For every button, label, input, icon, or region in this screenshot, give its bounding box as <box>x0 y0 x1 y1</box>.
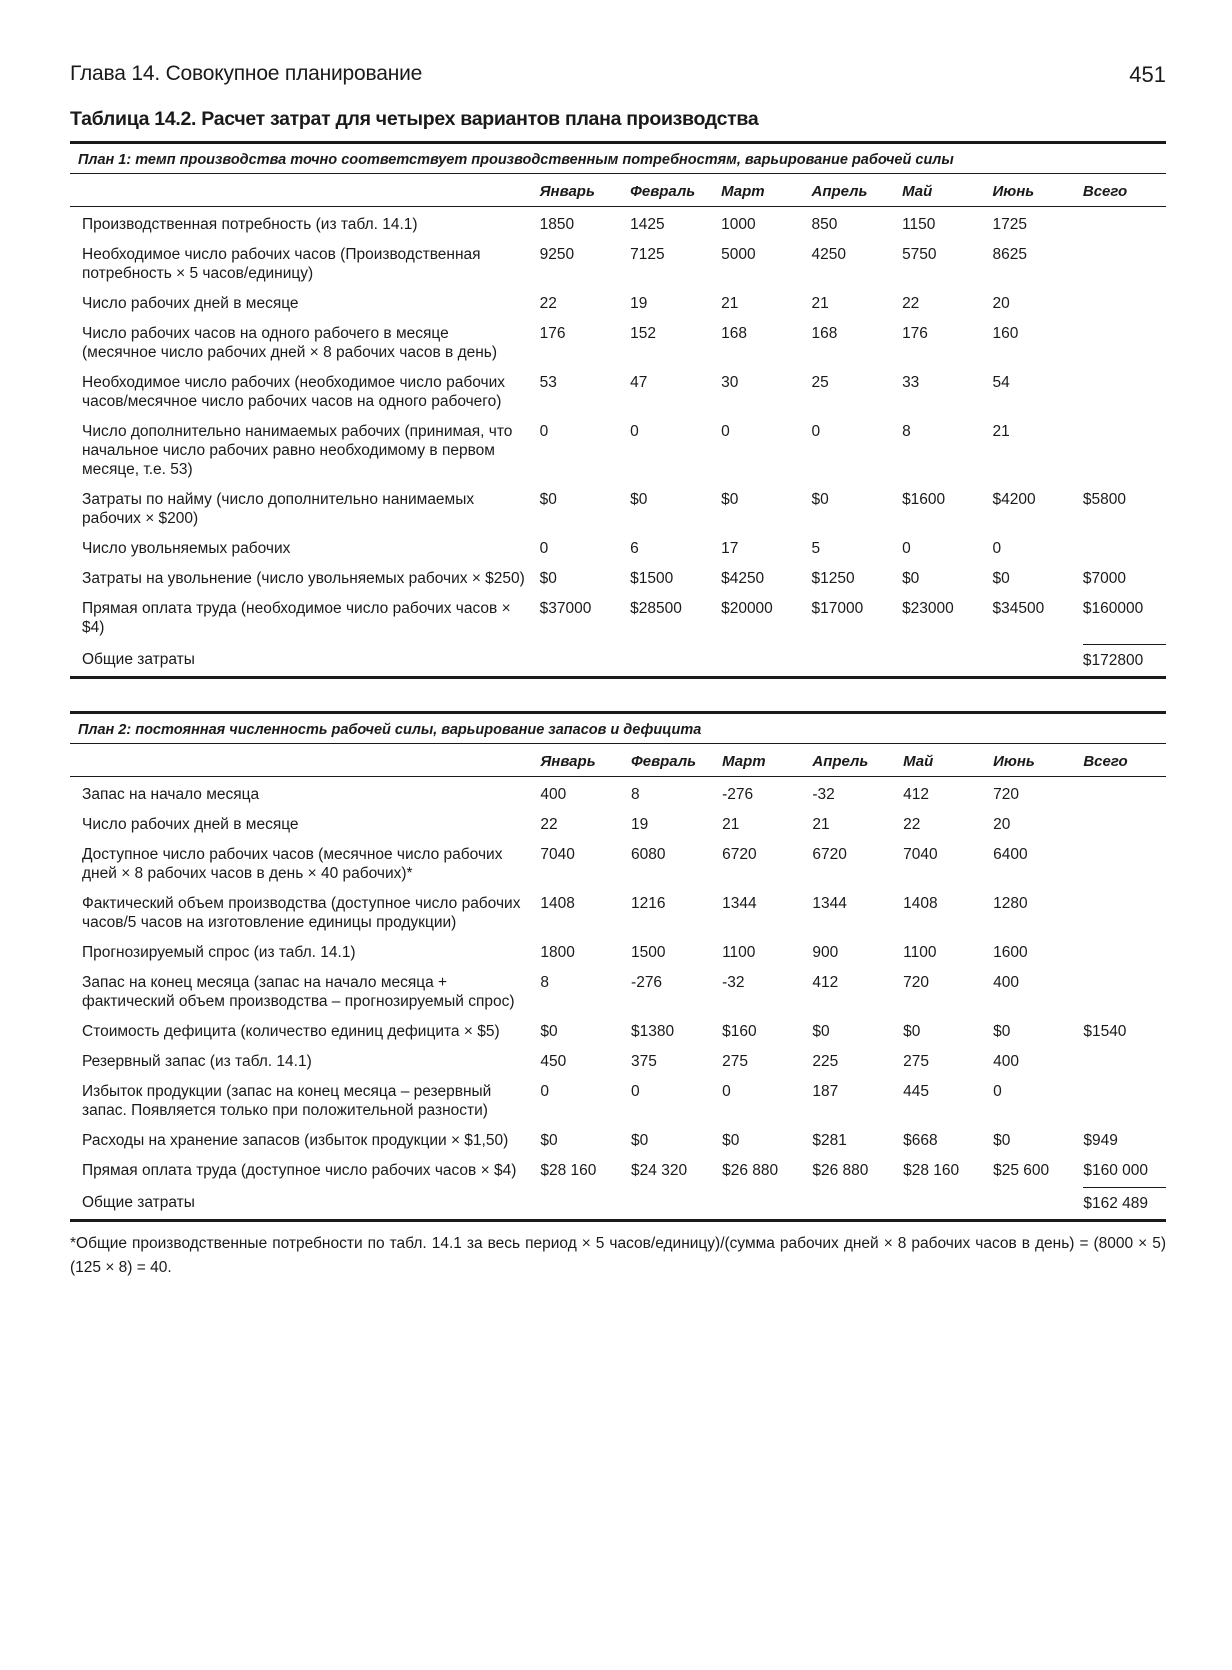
row-value-cell: 400 <box>993 1052 1019 1070</box>
row-total-cell: $1540 <box>1083 1022 1127 1040</box>
row-value-cell: 412 <box>812 973 839 991</box>
row-label: Число увольняемых рабочих <box>82 540 291 557</box>
row-value-cell: 5000 <box>721 246 756 263</box>
row-value-cell: 8 <box>540 973 549 991</box>
column-header-may: Май <box>903 744 993 777</box>
row-value-cell: 152 <box>630 325 657 342</box>
chapter-title: Глава 14. Совокупное планирование <box>70 62 423 85</box>
row-value-cell: $20000 <box>721 600 773 617</box>
row-value-cell: 1725 <box>992 216 1027 233</box>
row-value-cell: 0 <box>992 540 1002 557</box>
row-total-cell: $7000 <box>1082 570 1126 587</box>
running-header <box>70 62 1166 96</box>
row-value-cell: 22 <box>540 815 558 833</box>
row-label: Запас на конец месяца (запас на начало месяца + фактический объем производства – прогнозируемый спрос) <box>82 973 515 1010</box>
row-value-cell: 176 <box>539 325 566 342</box>
row-value-cell: 0 <box>993 1082 1002 1100</box>
column-header-may: Май <box>902 174 992 207</box>
row-value-cell: $160 <box>722 1022 757 1040</box>
row-label: Число рабочих часов на одного рабочего в месяце (месячное число рабочих дней × 8 рабочих часов в день) <box>82 325 498 361</box>
table-row <box>70 811 1166 841</box>
row-value-cell: 900 <box>812 943 839 961</box>
row-value-cell: $28500 <box>630 600 682 617</box>
row-label: Расходы на хранение запасов (избыток продукции × $1,50) <box>82 1131 509 1149</box>
column-header-mar: Март <box>722 744 812 777</box>
row-value-cell: 1216 <box>631 894 666 912</box>
row-value-cell: $0 <box>993 1131 1011 1149</box>
row-value-cell: $0 <box>992 570 1010 587</box>
row-value-cell: $281 <box>812 1131 847 1149</box>
row-total-cell <box>1083 241 1166 290</box>
row-total-cell: $5800 <box>1082 491 1126 508</box>
row-label: Число рабочих дней в месяце <box>82 815 299 833</box>
row-value-cell: 21 <box>992 423 1010 440</box>
row-total-cell <box>1083 969 1166 1018</box>
row-value-cell: $17000 <box>811 600 864 617</box>
row-value-cell: -276 <box>722 785 754 803</box>
row-value-cell: $668 <box>903 1131 938 1149</box>
row-value-cell: 21 <box>812 815 830 833</box>
row-value-cell: $23000 <box>902 600 954 617</box>
row-label: Число рабочих дней в месяце <box>82 295 299 312</box>
page-number: 451 <box>1129 62 1166 87</box>
row-value-cell: 5 <box>811 540 821 557</box>
row-value-cell: 1344 <box>812 894 847 912</box>
row-value-cell: 0 <box>811 423 821 440</box>
table-row <box>70 1078 1166 1127</box>
table-row <box>70 207 1166 242</box>
column-header-feb: Февраль <box>630 174 721 207</box>
row-value-cell: $1500 <box>630 570 674 587</box>
row-total-cell <box>1083 1048 1166 1078</box>
row-value-cell: 20 <box>993 815 1011 833</box>
row-total-cell <box>1083 939 1166 969</box>
row-label: Стоимость дефицита (количество единиц дефицита × $5) <box>82 1022 500 1040</box>
table-row <box>70 969 1166 1018</box>
row-label: Затраты по найму (число дополнительно нанимаемых рабочих × $200) <box>82 491 475 527</box>
row-value-cell: 8 <box>631 785 640 803</box>
row-total-cell <box>1083 890 1166 939</box>
row-total-cell: $160 000 <box>1083 1161 1148 1179</box>
table-row <box>70 1127 1166 1157</box>
row-value-cell: 1100 <box>722 943 756 961</box>
row-value-cell: 7040 <box>903 845 938 863</box>
row-value-cell: 1500 <box>631 943 666 961</box>
row-total-cell <box>1083 535 1166 565</box>
row-label: Прогнозируемый спрос (из табл. 14.1) <box>82 943 356 961</box>
plan-2-total-row <box>70 1187 1166 1220</box>
row-total-cell <box>1083 418 1166 486</box>
row-value-cell: 275 <box>903 1052 929 1070</box>
table-row <box>70 320 1166 369</box>
row-value-cell: $34500 <box>992 600 1045 617</box>
row-value-cell: 7040 <box>540 845 575 863</box>
row-value-cell: 168 <box>811 325 838 342</box>
row-value-cell: 0 <box>722 1082 731 1100</box>
row-value-cell: $0 <box>539 570 557 587</box>
row-value-cell: 720 <box>903 973 929 991</box>
row-value-cell: 21 <box>721 295 739 312</box>
table-row <box>70 535 1166 565</box>
row-total-cell: $160000 <box>1082 600 1144 617</box>
row-total-cell <box>1083 811 1166 841</box>
row-label: Необходимое число рабочих часов (Производственная потребность × 5 часов/единицу) <box>82 246 481 282</box>
column-header-jun: Июнь <box>993 744 1083 777</box>
row-label: Прямая оплата труда (необходимое число рабочих часов × $4) <box>82 600 511 636</box>
row-total-cell <box>1083 841 1166 890</box>
row-value-cell: 47 <box>630 374 648 391</box>
row-label: Запас на начало месяца <box>82 785 260 803</box>
column-header-mar: Март <box>721 174 811 207</box>
column-header-jan: Январь <box>540 174 631 207</box>
row-value-cell: -32 <box>812 785 835 803</box>
row-value-cell: $0 <box>811 491 829 508</box>
table-row <box>70 595 1166 644</box>
row-value-cell: 6720 <box>812 845 847 863</box>
row-value-cell: 8 <box>902 423 911 440</box>
row-value-cell: 450 <box>540 1052 567 1070</box>
plan-1-body <box>70 207 1166 645</box>
row-value-cell: 6400 <box>993 845 1028 863</box>
row-value-cell: 33 <box>902 374 920 391</box>
row-value-cell: 1100 <box>903 943 937 961</box>
table-row <box>70 418 1166 486</box>
row-value-cell: 21 <box>811 295 829 312</box>
row-value-cell: 412 <box>903 785 929 803</box>
table-row <box>70 369 1166 418</box>
row-value-cell: 720 <box>993 785 1019 803</box>
table-row <box>70 841 1166 890</box>
row-value-cell: 8625 <box>992 246 1027 263</box>
row-value-cell: $0 <box>993 1022 1011 1040</box>
row-value-cell: 400 <box>993 973 1019 991</box>
row-value-cell: 445 <box>903 1082 929 1100</box>
row-value-cell: 22 <box>539 295 557 312</box>
table-row <box>70 241 1166 290</box>
row-value-cell: 6 <box>630 540 639 557</box>
column-header-apr: Апрель <box>812 744 903 777</box>
row-total-cell <box>1083 320 1166 369</box>
row-value-cell: $24 320 <box>631 1161 688 1179</box>
plan-2-section <box>70 711 1166 1222</box>
row-value-cell: $28 160 <box>540 1161 597 1179</box>
row-value-cell: 5750 <box>902 246 937 263</box>
row-value-cell: $0 <box>540 1131 558 1149</box>
row-value-cell: 187 <box>812 1082 839 1100</box>
row-value-cell: $26 880 <box>722 1161 779 1179</box>
row-value-cell: 9250 <box>539 246 575 263</box>
row-value-cell: 4250 <box>811 246 846 263</box>
row-value-cell: 1344 <box>722 894 757 912</box>
row-label: Фактический объем производства (доступное число рабочих часов/5 часов на изготовление единицы продукции) <box>82 894 521 931</box>
row-total-cell <box>1083 290 1166 320</box>
row-label: Необходимое число рабочих (необходимое число рабочих часов/месячное число рабочих часов на одного рабочего) <box>82 374 505 410</box>
row-total-cell <box>1083 1078 1166 1127</box>
column-header-jan: Январь <box>540 744 631 777</box>
row-value-cell: 0 <box>539 540 549 557</box>
row-value-cell: 375 <box>631 1052 657 1070</box>
table-row <box>70 486 1166 535</box>
row-value-cell: $4250 <box>721 570 765 587</box>
row-value-cell: $0 <box>722 1131 740 1149</box>
row-value-cell: 6080 <box>631 845 666 863</box>
row-value-cell: 176 <box>902 325 928 342</box>
table-title: Таблица 14.2. Расчет затрат для четырех вариантов плана производства <box>70 108 759 130</box>
row-total-cell: $949 <box>1083 1131 1118 1149</box>
document-page <box>70 62 1166 1280</box>
footnote: *Общие производственные потребности по табл. 14.1 за весь период × 5 часов/единицу)/(сумма рабочих дней × 8 рабочих часов в день) = (8000 × 5)(125 × 8) = 40. <box>70 1234 1166 1276</box>
row-value-cell: 1408 <box>903 894 938 912</box>
row-label: Производственная потребность (из табл. 14.1) <box>82 216 418 233</box>
row-label: Затраты на увольнение (число увольняемых рабочих × $250) <box>82 570 525 587</box>
row-value-cell: $28 160 <box>903 1161 960 1179</box>
row-value-cell: 0 <box>539 423 549 440</box>
row-value-cell: $0 <box>539 491 557 508</box>
row-value-cell: $4200 <box>992 491 1036 508</box>
row-value-cell: 1280 <box>993 894 1028 912</box>
row-value-cell: $0 <box>721 491 739 508</box>
column-header-total: Всего <box>1083 174 1166 207</box>
column-header-label <box>70 744 540 777</box>
row-value-cell: 225 <box>812 1052 839 1070</box>
table-row <box>70 290 1166 320</box>
plan-1-total-label: Общие затраты <box>82 651 195 668</box>
row-value-cell: 1800 <box>540 943 575 961</box>
row-value-cell: 19 <box>631 815 649 833</box>
row-value-cell: $0 <box>630 491 648 508</box>
row-value-cell: 30 <box>721 374 739 391</box>
row-label: Избыток продукции (запас на конец месяца – резервный запас. Появляется только при положительной разности) <box>82 1082 492 1119</box>
row-value-cell: 1850 <box>539 216 575 233</box>
row-value-cell: 22 <box>903 815 921 833</box>
row-value-cell: 22 <box>902 295 920 312</box>
table-row <box>70 1048 1166 1078</box>
row-total-cell <box>1083 776 1166 811</box>
row-value-cell: $37000 <box>539 600 592 617</box>
plan-1-table <box>70 174 1166 679</box>
row-value-cell: 0 <box>631 1082 640 1100</box>
row-value-cell: 17 <box>721 540 739 557</box>
row-value-cell: 6720 <box>722 845 757 863</box>
row-value-cell: 1600 <box>993 943 1028 961</box>
column-header-apr: Апрель <box>811 174 902 207</box>
row-value-cell: 0 <box>630 423 639 440</box>
table-row <box>70 939 1166 969</box>
row-value-cell: $26 880 <box>812 1161 869 1179</box>
row-value-cell: $0 <box>902 570 920 587</box>
column-header-label <box>70 174 540 207</box>
row-total-cell <box>1083 207 1166 242</box>
plan-2-table <box>70 744 1166 1222</box>
row-value-cell: 20 <box>992 295 1010 312</box>
row-value-cell: 7125 <box>630 246 665 263</box>
row-value-cell: 168 <box>721 325 747 342</box>
row-value-cell: 160 <box>992 325 1019 342</box>
row-value-cell: $1380 <box>631 1022 675 1040</box>
row-value-cell: $0 <box>812 1022 830 1040</box>
plan-1-header-row <box>70 174 1166 207</box>
table-row <box>70 890 1166 939</box>
row-value-cell: $0 <box>631 1131 649 1149</box>
row-value-cell: $1600 <box>902 491 946 508</box>
plan-2-total-label: Общие затраты <box>82 1194 195 1211</box>
row-label: Резервный запас (из табл. 14.1) <box>82 1052 312 1070</box>
plan-1-total-value: $172800 <box>1083 644 1166 677</box>
row-value-cell: -32 <box>722 973 745 991</box>
row-value-cell: 53 <box>539 374 557 391</box>
row-value-cell: 0 <box>721 423 730 440</box>
row-value-cell: $25 600 <box>993 1161 1050 1179</box>
row-value-cell: 21 <box>722 815 740 833</box>
plan-2-total-value: $162 489 <box>1083 1187 1166 1220</box>
plan-2-title: План 2: постоянная численность рабочей силы, варьирование запасов и дефицита <box>70 711 1166 744</box>
plan-1-total-row <box>70 644 1166 677</box>
plan-1-section <box>70 141 1166 679</box>
table-row <box>70 1018 1166 1048</box>
table-row <box>70 1157 1166 1188</box>
row-total-cell <box>1083 369 1166 418</box>
row-value-cell: 19 <box>630 295 648 312</box>
row-value-cell: $1250 <box>811 570 855 587</box>
plan-2-body <box>70 776 1166 1187</box>
column-header-jun: Июнь <box>992 174 1082 207</box>
row-value-cell: $0 <box>903 1022 921 1040</box>
row-value-cell: 400 <box>540 785 567 803</box>
row-value-cell: 1408 <box>540 894 575 912</box>
row-label: Доступное число рабочих часов (месячное число рабочих дней × 8 рабочих часов в день × 40 рабочих)* <box>82 845 503 882</box>
row-value-cell: -276 <box>631 973 663 991</box>
row-value-cell: $0 <box>540 1022 558 1040</box>
row-value-cell: 275 <box>722 1052 748 1070</box>
row-value-cell: 54 <box>992 374 1010 391</box>
plan-1-title: План 1: темп производства точно соответствует производственным потребностям, варьирование рабочей силы <box>70 141 1166 174</box>
column-header-total: Всего <box>1083 744 1166 777</box>
table-row <box>70 776 1166 811</box>
column-header-feb: Февраль <box>631 744 722 777</box>
row-value-cell: 850 <box>811 216 838 233</box>
plan-2-header-row <box>70 744 1166 777</box>
row-value-cell: 25 <box>811 374 829 391</box>
table-row <box>70 565 1166 595</box>
row-label: Прямая оплата труда (доступное число рабочих часов × $4) <box>82 1161 517 1179</box>
row-value-cell: 1150 <box>902 216 936 233</box>
row-value-cell: 0 <box>902 540 911 557</box>
row-value-cell: 0 <box>540 1082 549 1100</box>
row-label: Число дополнительно нанимаемых рабочих (принимая, что начальное число рабочих равно необходимому в первом месяце, т.е. 53) <box>82 423 513 478</box>
row-value-cell: 1425 <box>630 216 665 233</box>
row-value-cell: 1000 <box>721 216 756 233</box>
